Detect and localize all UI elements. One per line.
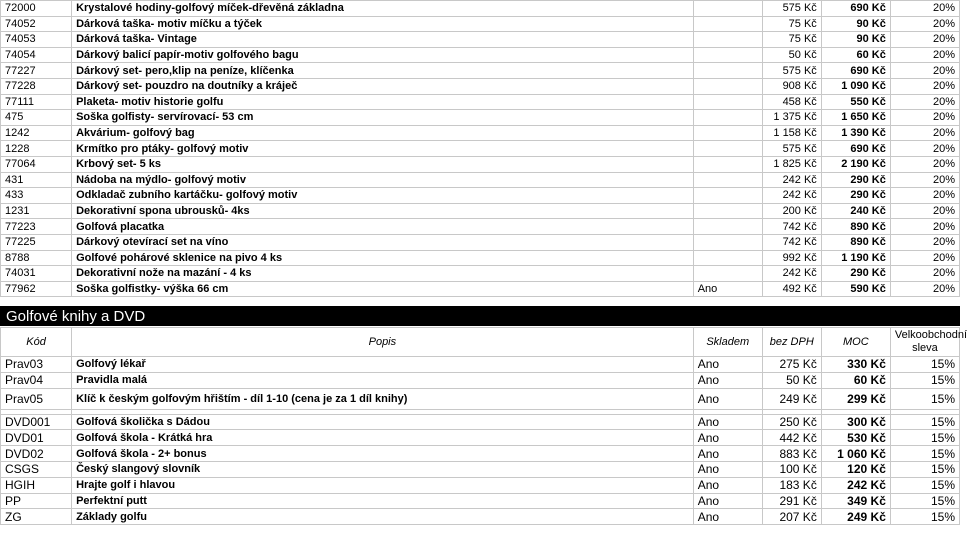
cell-rate: 20% xyxy=(890,234,959,250)
cell-desc: Pravidla malá xyxy=(72,372,694,388)
table-row xyxy=(1,78,960,94)
cell-desc: Plaketa- motiv historie golfu xyxy=(72,94,694,110)
cell-desc: Soška golfistky- výška 66 cm xyxy=(72,281,694,297)
cell-moc: 120 Kč xyxy=(821,461,890,477)
cell-stock xyxy=(693,32,762,48)
cell-price: 242 Kč xyxy=(762,266,821,282)
cell-price: 908 Kč xyxy=(762,78,821,94)
cell-stock xyxy=(693,125,762,141)
cell-code: 1242 xyxy=(1,125,72,141)
cell-moc: 550 Kč xyxy=(821,94,890,110)
cell-moc: 2 190 Kč xyxy=(821,156,890,172)
table-row xyxy=(1,203,960,219)
table-row xyxy=(1,357,960,373)
cell-rate: 20% xyxy=(890,156,959,172)
cell-moc: 890 Kč xyxy=(821,234,890,250)
cell-rate: 20% xyxy=(890,78,959,94)
cell-moc: 690 Kč xyxy=(821,1,890,17)
cell-desc: Dárkový otevírací set na víno xyxy=(72,234,694,250)
cell-desc: Golfová škola - 2+ bonus xyxy=(72,446,694,462)
table-row xyxy=(1,32,960,48)
cell-desc: Nádoba na mýdlo- golfový motiv xyxy=(72,172,694,188)
cell-price: 575 Kč xyxy=(762,1,821,17)
cell-price: 50 Kč xyxy=(762,47,821,63)
cell-rate: 20% xyxy=(890,63,959,79)
cell-rate: 20% xyxy=(890,47,959,63)
cell-code: DVD001 xyxy=(1,414,72,430)
table-row xyxy=(1,461,960,477)
cell-stock: Ano xyxy=(693,388,762,409)
cell-stock xyxy=(693,16,762,32)
cell-price: 100 Kč xyxy=(762,461,821,477)
cell-rate: 20% xyxy=(890,110,959,126)
cell-rate: 20% xyxy=(890,266,959,282)
cell-moc: 590 Kč xyxy=(821,281,890,297)
cell-desc: Odkladač zubního kartáčku- golfový motiv xyxy=(72,188,694,204)
cell-moc: 290 Kč xyxy=(821,172,890,188)
cell-desc: Základy golfu xyxy=(72,509,694,525)
cell-desc: Dárkový set- pouzdro na doutníky a kráječ xyxy=(72,78,694,94)
table-row xyxy=(1,47,960,63)
cell-rate: 15% xyxy=(890,446,959,462)
cell-stock xyxy=(693,47,762,63)
cell-price: 75 Kč xyxy=(762,32,821,48)
table-row xyxy=(1,388,960,409)
cell-price: 458 Kč xyxy=(762,94,821,110)
cell-code: 8788 xyxy=(1,250,72,266)
cell-moc: 349 Kč xyxy=(821,493,890,509)
table-row xyxy=(1,156,960,172)
header-price: bez DPH xyxy=(762,328,821,357)
cell-code: 74053 xyxy=(1,32,72,48)
table-row xyxy=(1,509,960,525)
table-row xyxy=(1,141,960,157)
cell-price: 992 Kč xyxy=(762,250,821,266)
cell-moc: 1 390 Kč xyxy=(821,125,890,141)
table-row xyxy=(1,493,960,509)
cell-moc: 290 Kč xyxy=(821,266,890,282)
cell-stock: Ano xyxy=(693,477,762,493)
table-row xyxy=(1,250,960,266)
cell-stock: Ano xyxy=(693,357,762,373)
cell-price: 575 Kč xyxy=(762,141,821,157)
cell-moc: 1 650 Kč xyxy=(821,110,890,126)
cell-desc: Golfová školička s Dádou xyxy=(72,414,694,430)
cell-price: 883 Kč xyxy=(762,446,821,462)
cell-rate: 15% xyxy=(890,430,959,446)
cell-desc: Akvárium- golfový bag xyxy=(72,125,694,141)
cell-stock xyxy=(693,219,762,235)
table-row xyxy=(1,477,960,493)
cell-desc: Dárková taška- Vintage xyxy=(72,32,694,48)
cell-price: 200 Kč xyxy=(762,203,821,219)
cell-stock xyxy=(693,94,762,110)
cell-price: 249 Kč xyxy=(762,388,821,409)
cell-code: CSGS xyxy=(1,461,72,477)
cell-stock xyxy=(693,110,762,126)
table-row xyxy=(1,110,960,126)
cell-rate: 20% xyxy=(890,219,959,235)
cell-code: 74052 xyxy=(1,16,72,32)
cell-rate: 20% xyxy=(890,1,959,17)
cell-desc: Golfový lékař xyxy=(72,357,694,373)
cell-moc: 1 090 Kč xyxy=(821,78,890,94)
cell-code: Prav05 xyxy=(1,388,72,409)
table-row xyxy=(1,219,960,235)
cell-code: ZG xyxy=(1,509,72,525)
cell-moc: 90 Kč xyxy=(821,32,890,48)
table-row xyxy=(1,446,960,462)
table-row xyxy=(1,281,960,297)
cell-stock xyxy=(693,156,762,172)
cell-price: 575 Kč xyxy=(762,63,821,79)
cell-stock: Ano xyxy=(693,509,762,525)
cell-stock xyxy=(693,250,762,266)
table-row xyxy=(1,266,960,282)
cell-rate: 20% xyxy=(890,203,959,219)
cell-rate: 20% xyxy=(890,141,959,157)
cell-price: 742 Kč xyxy=(762,219,821,235)
cell-stock xyxy=(693,141,762,157)
cell-rate: 20% xyxy=(890,16,959,32)
cell-moc: 330 Kč xyxy=(821,357,890,373)
cell-price: 75 Kč xyxy=(762,16,821,32)
books-dvd-body xyxy=(1,328,967,525)
cell-desc: Dárkový balicí papír-motiv golfového bagu xyxy=(72,47,694,63)
cell-moc: 300 Kč xyxy=(821,414,890,430)
cell-desc: Klíč k českým golfovým hřištím - díl 1-10 (cena je za 1 díl knihy) xyxy=(72,388,694,409)
table-row xyxy=(1,430,960,446)
cell-price: 1 825 Kč xyxy=(762,156,821,172)
cell-moc: 249 Kč xyxy=(821,509,890,525)
cell-rate: 15% xyxy=(890,372,959,388)
cell-stock xyxy=(693,266,762,282)
cell-desc: Perfektní putt xyxy=(72,493,694,509)
cell-rate: 15% xyxy=(890,388,959,409)
cell-rate: 20% xyxy=(890,281,959,297)
cell-code: 74031 xyxy=(1,266,72,282)
cell-stock: Ano xyxy=(693,281,762,297)
cell-moc: 890 Kč xyxy=(821,219,890,235)
cell-price: 291 Kč xyxy=(762,493,821,509)
cell-rate: 15% xyxy=(890,477,959,493)
table-row xyxy=(1,94,960,110)
cell-desc: Golfová placatka xyxy=(72,219,694,235)
cell-price: 50 Kč xyxy=(762,372,821,388)
cell-moc: 1 190 Kč xyxy=(821,250,890,266)
cell-code: 475 xyxy=(1,110,72,126)
cell-price: 742 Kč xyxy=(762,234,821,250)
cell-rate: 20% xyxy=(890,172,959,188)
cell-price: 250 Kč xyxy=(762,414,821,430)
cell-stock xyxy=(693,78,762,94)
cell-code: DVD01 xyxy=(1,430,72,446)
cell-code: 77111 xyxy=(1,94,72,110)
cell-desc: Krmítko pro ptáky- golfový motiv xyxy=(72,141,694,157)
header-code: Kód xyxy=(1,328,72,357)
cell-rate: 15% xyxy=(890,414,959,430)
cell-moc: 60 Kč xyxy=(821,47,890,63)
table-row xyxy=(1,125,960,141)
cell-stock: Ano xyxy=(693,446,762,462)
books-dvd-table xyxy=(0,327,967,525)
cell-code: DVD02 xyxy=(1,446,72,462)
cell-stock: Ano xyxy=(693,414,762,430)
table-row xyxy=(1,16,960,32)
cell-stock xyxy=(693,203,762,219)
cell-desc: Golfová škola - Krátká hra xyxy=(72,430,694,446)
cell-stock: Ano xyxy=(693,372,762,388)
cell-code: 77962 xyxy=(1,281,72,297)
cell-stock xyxy=(693,1,762,17)
table-row xyxy=(1,188,960,204)
cell-code: Prav04 xyxy=(1,372,72,388)
cell-stock: Ano xyxy=(693,493,762,509)
header-description: Popis xyxy=(72,328,694,357)
cell-code: 77227 xyxy=(1,63,72,79)
cell-code: 433 xyxy=(1,188,72,204)
cell-rate: 20% xyxy=(890,250,959,266)
table-row xyxy=(1,372,960,388)
cell-desc: Dekorativní nože na mazání - 4 ks xyxy=(72,266,694,282)
cell-moc: 60 Kč xyxy=(821,372,890,388)
cell-desc: Soška golfisty- servírovací- 53 cm xyxy=(72,110,694,126)
cell-code: 431 xyxy=(1,172,72,188)
cell-code: 72000 xyxy=(1,1,72,17)
cell-desc: Český slangový slovník xyxy=(72,461,694,477)
cell-stock xyxy=(693,188,762,204)
cell-price: 1 158 Kč xyxy=(762,125,821,141)
cell-stock xyxy=(693,172,762,188)
table-row xyxy=(1,63,960,79)
cell-moc: 530 Kč xyxy=(821,430,890,446)
cell-desc: Hrajte golf i hlavou xyxy=(72,477,694,493)
cell-moc: 1 060 Kč xyxy=(821,446,890,462)
cell-moc: 290 Kč xyxy=(821,188,890,204)
table-row xyxy=(1,172,960,188)
cell-code: 77223 xyxy=(1,219,72,235)
cell-stock: Ano xyxy=(693,461,762,477)
cell-price: 275 Kč xyxy=(762,357,821,373)
header-discount: Velkoobchodní sleva xyxy=(890,328,959,357)
cell-price: 242 Kč xyxy=(762,188,821,204)
table-row xyxy=(1,234,960,250)
cell-desc: Krystalové hodiny-golfový míček-dřevěná základna xyxy=(72,1,694,17)
cell-rate: 15% xyxy=(890,357,959,373)
cell-rate: 20% xyxy=(890,32,959,48)
cell-code: PP xyxy=(1,493,72,509)
cell-code: 77064 xyxy=(1,156,72,172)
cell-rate: 15% xyxy=(890,493,959,509)
cell-code: 77228 xyxy=(1,78,72,94)
cell-stock xyxy=(693,234,762,250)
cell-price: 242 Kč xyxy=(762,172,821,188)
header-stock: Skladem xyxy=(693,328,762,357)
cell-code: 77225 xyxy=(1,234,72,250)
cell-code: 1228 xyxy=(1,141,72,157)
cell-moc: 690 Kč xyxy=(821,63,890,79)
cell-rate: 20% xyxy=(890,188,959,204)
cell-rate: 20% xyxy=(890,94,959,110)
cell-desc: Dárkový set- pero,klip na peníze, klíčenka xyxy=(72,63,694,79)
gift-products-body xyxy=(1,1,960,297)
cell-price: 207 Kč xyxy=(762,509,821,525)
cell-stock xyxy=(693,63,762,79)
cell-stock: Ano xyxy=(693,430,762,446)
cell-rate: 15% xyxy=(890,461,959,477)
cell-rate: 20% xyxy=(890,125,959,141)
header-moc: MOC xyxy=(821,328,890,357)
cell-code: HGIH xyxy=(1,477,72,493)
cell-code: Prav03 xyxy=(1,357,72,373)
cell-price: 492 Kč xyxy=(762,281,821,297)
section-title: Golfové knihy a DVD xyxy=(0,306,960,326)
cell-moc: 690 Kč xyxy=(821,141,890,157)
cell-desc: Dekorativní spona ubrousků- 4ks xyxy=(72,203,694,219)
cell-moc: 90 Kč xyxy=(821,16,890,32)
cell-desc: Golfové pohárové sklenice na pivo 4 ks xyxy=(72,250,694,266)
cell-rate: 15% xyxy=(890,509,959,525)
cell-moc: 242 Kč xyxy=(821,477,890,493)
cell-price: 1 375 Kč xyxy=(762,110,821,126)
cell-code: 74054 xyxy=(1,47,72,63)
table-header-row xyxy=(1,328,960,357)
cell-moc: 240 Kč xyxy=(821,203,890,219)
table-row xyxy=(1,414,960,430)
cell-price: 183 Kč xyxy=(762,477,821,493)
cell-moc: 299 Kč xyxy=(821,388,890,409)
cell-desc: Dárková taška- motiv míčku a týček xyxy=(72,16,694,32)
cell-code: 1231 xyxy=(1,203,72,219)
cell-desc: Krbový set- 5 ks xyxy=(72,156,694,172)
cell-price: 442 Kč xyxy=(762,430,821,446)
table-row xyxy=(1,1,960,17)
